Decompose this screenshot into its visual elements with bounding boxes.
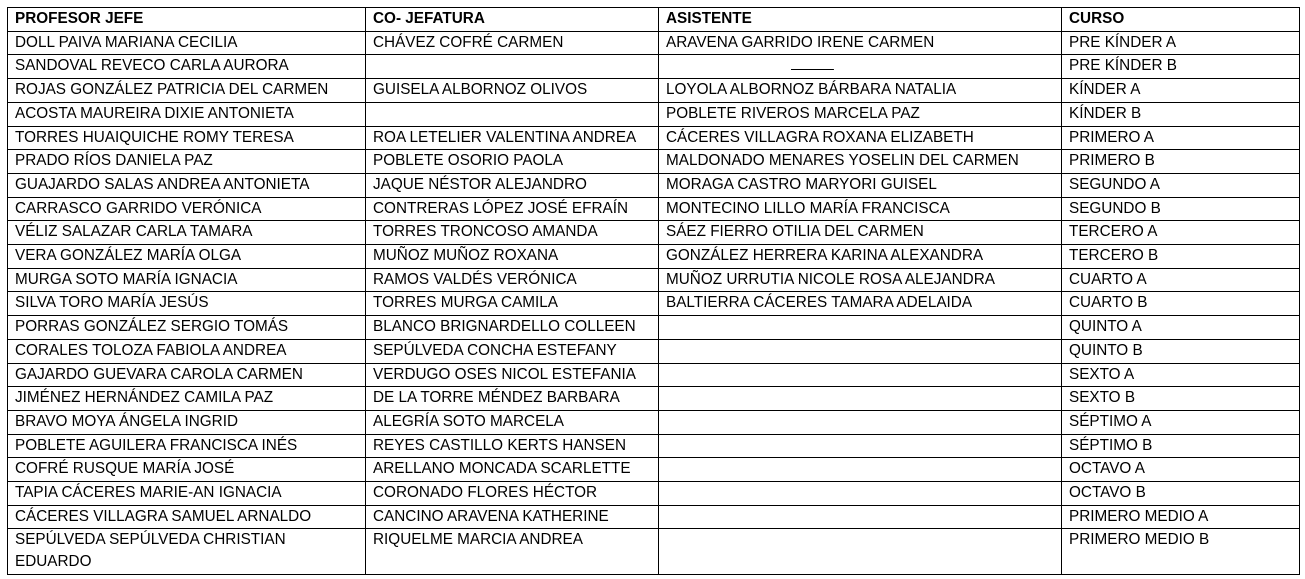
- cell-co-jefatura: CHÁVEZ COFRÉ CARMEN: [366, 31, 659, 55]
- cell-curso: TERCERO A: [1062, 221, 1300, 245]
- cell-asistente: [659, 458, 1062, 482]
- table-row: [8, 292, 1300, 316]
- table-row: [8, 102, 1300, 126]
- cell-curso: PRIMERO MEDIO B: [1062, 529, 1300, 575]
- table-row: [8, 31, 1300, 55]
- cell-co-jefatura: VERDUGO OSES NICOL ESTEFANIA: [366, 363, 659, 387]
- cell-co-jefatura: BLANCO BRIGNARDELLO COLLEEN: [366, 316, 659, 340]
- table-row: [8, 482, 1300, 506]
- blank-line: _____: [791, 54, 834, 72]
- table-row: [8, 221, 1300, 245]
- cell-curso: QUINTO B: [1062, 339, 1300, 363]
- header-row: [8, 8, 1300, 32]
- cell-co-jefatura: REYES CASTILLO KERTS HANSEN: [366, 434, 659, 458]
- cell-co-jefatura: POBLETE OSORIO PAOLA: [366, 150, 659, 174]
- cell-curso: KÍNDER B: [1062, 102, 1300, 126]
- table-row: [8, 245, 1300, 269]
- cell-asistente: [659, 410, 1062, 434]
- cell-profesor-jefe: TORRES HUAIQUICHE ROMY TERESA: [8, 126, 366, 150]
- cell-profesor-jefe: ROJAS GONZÁLEZ PATRICIA DEL CARMEN: [8, 79, 366, 103]
- cell-co-jefatura: MUÑOZ MUÑOZ ROXANA: [366, 245, 659, 269]
- table-row: [8, 173, 1300, 197]
- cell-asistente: MORAGA CASTRO MARYORI GUISEL: [659, 173, 1062, 197]
- cell-asistente: MALDONADO MENARES YOSELIN DEL CARMEN: [659, 150, 1062, 174]
- cell-curso: PRE KÍNDER B: [1062, 55, 1300, 79]
- cell-profesor-jefe: VERA GONZÁLEZ MARÍA OLGA: [8, 245, 366, 269]
- cell-asistente: LOYOLA ALBORNOZ BÁRBARA NATALIA: [659, 79, 1062, 103]
- cell-profesor-jefe: SEPÚLVEDA SEPÚLVEDA CHRISTIAN EDUARDO: [8, 529, 366, 575]
- header-profesor-jefe: PROFESOR JEFE: [8, 8, 366, 32]
- cell-asistente: [659, 55, 1062, 79]
- cell-asistente: [659, 434, 1062, 458]
- cell-curso: OCTAVO A: [1062, 458, 1300, 482]
- cell-profesor-jefe: TAPIA CÁCERES MARIE-AN IGNACIA: [8, 482, 366, 506]
- cell-co-jefatura: CONTRERAS LÓPEZ JOSÉ EFRAÍN: [366, 197, 659, 221]
- cell-profesor-jefe: COFRÉ RUSQUE MARÍA JOSÉ: [8, 458, 366, 482]
- cell-curso: SEXTO B: [1062, 387, 1300, 411]
- cell-curso: SEXTO A: [1062, 363, 1300, 387]
- cell-asistente: [659, 529, 1062, 575]
- cell-profesor-jefe: VÉLIZ SALAZAR CARLA TAMARA: [8, 221, 366, 245]
- staff-assignment-table: [7, 7, 1300, 575]
- cell-asistente: [659, 482, 1062, 506]
- cell-profesor-jefe: POBLETE AGUILERA FRANCISCA INÉS: [8, 434, 366, 458]
- cell-asistente: GONZÁLEZ HERRERA KARINA ALEXANDRA: [659, 245, 1062, 269]
- table-row: [8, 316, 1300, 340]
- cell-asistente: POBLETE RIVEROS MARCELA PAZ: [659, 102, 1062, 126]
- table-row: [8, 505, 1300, 529]
- table-row: [8, 55, 1300, 79]
- cell-asistente: [659, 363, 1062, 387]
- cell-co-jefatura: TORRES TRONCOSO AMANDA: [366, 221, 659, 245]
- cell-profesor-jefe: CÁCERES VILLAGRA SAMUEL ARNALDO: [8, 505, 366, 529]
- header-curso: CURSO: [1062, 8, 1300, 32]
- cell-profesor-jefe: PORRAS GONZÁLEZ SERGIO TOMÁS: [8, 316, 366, 340]
- cell-profesor-jefe: DOLL PAIVA MARIANA CECILIA: [8, 31, 366, 55]
- cell-asistente: [659, 505, 1062, 529]
- cell-profesor-jefe: GUAJARDO SALAS ANDREA ANTONIETA: [8, 173, 366, 197]
- cell-co-jefatura: [366, 55, 659, 79]
- cell-asistente: MONTECINO LILLO MARÍA FRANCISCA: [659, 197, 1062, 221]
- cell-curso: SEGUNDO A: [1062, 173, 1300, 197]
- cell-profesor-jefe: CARRASCO GARRIDO VERÓNICA: [8, 197, 366, 221]
- cell-co-jefatura: CANCINO ARAVENA KATHERINE: [366, 505, 659, 529]
- cell-profesor-jefe: CORALES TOLOZA FABIOLA ANDREA: [8, 339, 366, 363]
- cell-asistente: [659, 339, 1062, 363]
- cell-asistente: BALTIERRA CÁCERES TAMARA ADELAIDA: [659, 292, 1062, 316]
- cell-profesor-jefe: BRAVO MOYA ÁNGELA INGRID: [8, 410, 366, 434]
- cell-curso: PRIMERO B: [1062, 150, 1300, 174]
- cell-co-jefatura: ALEGRÍA SOTO MARCELA: [366, 410, 659, 434]
- table-row: [8, 339, 1300, 363]
- table-row: [8, 126, 1300, 150]
- cell-curso: SEGUNDO B: [1062, 197, 1300, 221]
- table-row: [8, 79, 1300, 103]
- cell-asistente: [659, 387, 1062, 411]
- cell-profesor-jefe: JIMÉNEZ HERNÁNDEZ CAMILA PAZ: [8, 387, 366, 411]
- cell-co-jefatura: ROA LETELIER VALENTINA ANDREA: [366, 126, 659, 150]
- cell-curso: OCTAVO B: [1062, 482, 1300, 506]
- table-row: [8, 529, 1300, 575]
- cell-curso: PRE KÍNDER A: [1062, 31, 1300, 55]
- cell-curso: SÉPTIMO B: [1062, 434, 1300, 458]
- cell-curso: PRIMERO MEDIO A: [1062, 505, 1300, 529]
- cell-co-jefatura: TORRES MURGA CAMILA: [366, 292, 659, 316]
- cell-curso: PRIMERO A: [1062, 126, 1300, 150]
- cell-asistente: SÁEZ FIERRO OTILIA DEL CARMEN: [659, 221, 1062, 245]
- header-asistente: ASISTENTE: [659, 8, 1062, 32]
- cell-co-jefatura: CORONADO FLORES HÉCTOR: [366, 482, 659, 506]
- cell-curso: TERCERO B: [1062, 245, 1300, 269]
- header-co-jefatura: CO- JEFATURA: [366, 8, 659, 32]
- table-row: [8, 458, 1300, 482]
- cell-profesor-jefe: PRADO RÍOS DANIELA PAZ: [8, 150, 366, 174]
- cell-co-jefatura: GUISELA ALBORNOZ OLIVOS: [366, 79, 659, 103]
- cell-profesor-jefe: ACOSTA MAUREIRA DIXIE ANTONIETA: [8, 102, 366, 126]
- cell-co-jefatura: DE LA TORRE MÉNDEZ BARBARA: [366, 387, 659, 411]
- cell-asistente: MUÑOZ URRUTIA NICOLE ROSA ALEJANDRA: [659, 268, 1062, 292]
- cell-co-jefatura: RAMOS VALDÉS VERÓNICA: [366, 268, 659, 292]
- cell-asistente: CÁCERES VILLAGRA ROXANA ELIZABETH: [659, 126, 1062, 150]
- table-row: [8, 150, 1300, 174]
- cell-asistente: [659, 316, 1062, 340]
- cell-profesor-jefe: GAJARDO GUEVARA CAROLA CARMEN: [8, 363, 366, 387]
- table-row: [8, 363, 1300, 387]
- cell-co-jefatura: SEPÚLVEDA CONCHA ESTEFANY: [366, 339, 659, 363]
- table-row: [8, 387, 1300, 411]
- cell-co-jefatura: JAQUE NÉSTOR ALEJANDRO: [366, 173, 659, 197]
- cell-curso: CUARTO A: [1062, 268, 1300, 292]
- cell-profesor-jefe: MURGA SOTO MARÍA IGNACIA: [8, 268, 366, 292]
- cell-co-jefatura: ARELLANO MONCADA SCARLETTE: [366, 458, 659, 482]
- cell-curso: QUINTO A: [1062, 316, 1300, 340]
- table-row: [8, 410, 1300, 434]
- cell-curso: KÍNDER A: [1062, 79, 1300, 103]
- table-row: [8, 434, 1300, 458]
- table-row: [8, 197, 1300, 221]
- cell-curso: CUARTO B: [1062, 292, 1300, 316]
- cell-co-jefatura: RIQUELME MARCIA ANDREA: [366, 529, 659, 575]
- cell-asistente: ARAVENA GARRIDO IRENE CARMEN: [659, 31, 1062, 55]
- cell-co-jefatura: [366, 102, 659, 126]
- table-row: [8, 268, 1300, 292]
- cell-profesor-jefe: SANDOVAL REVECO CARLA AURORA: [8, 55, 366, 79]
- cell-profesor-jefe: SILVA TORO MARÍA JESÚS: [8, 292, 366, 316]
- cell-curso: SÉPTIMO A: [1062, 410, 1300, 434]
